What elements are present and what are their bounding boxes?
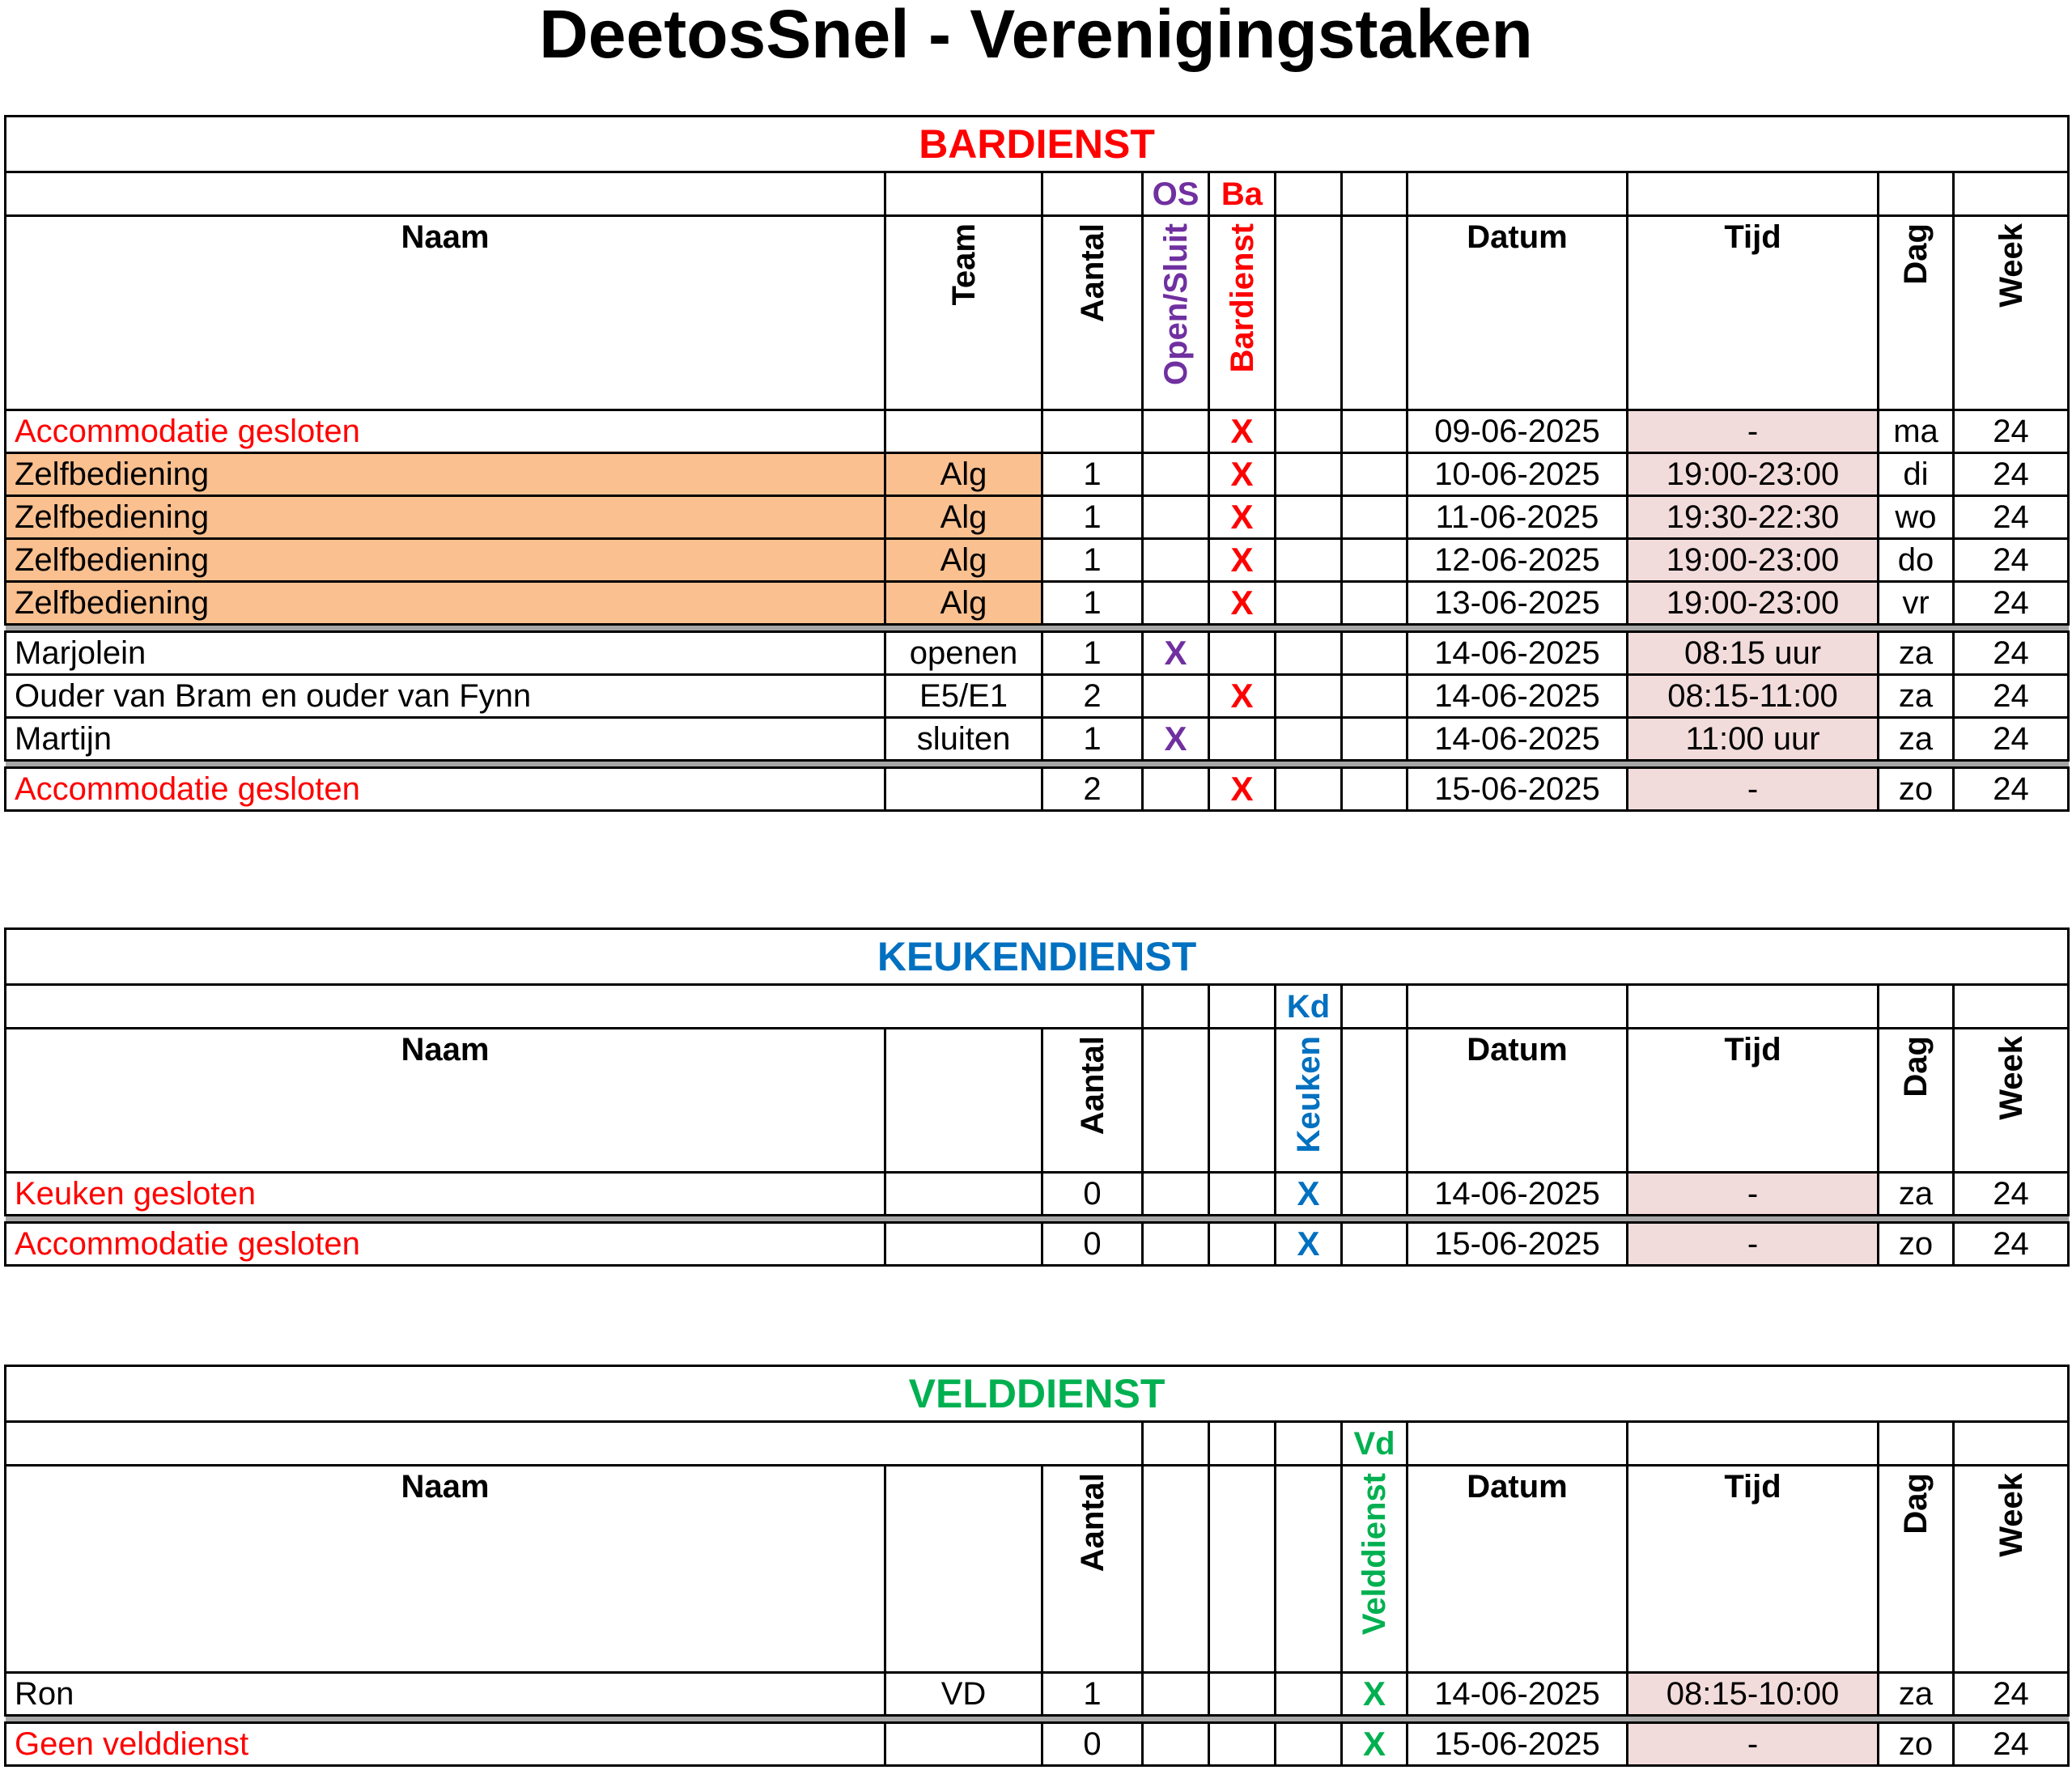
header-week: Week [1954, 1466, 2069, 1673]
header-aantal: Aantal [1042, 1029, 1143, 1173]
table-row: Accommodatie gesloten X 09-06-2025 - ma 24 [6, 410, 2069, 453]
header-naam: Naam [6, 1029, 885, 1173]
table-row: Martijn sluiten 1 X 14-06-2025 11:00 uur za 24 [6, 718, 2069, 761]
header-velddienst: Velddienst [1342, 1466, 1408, 1673]
header-datum: Datum [1408, 216, 1628, 410]
page-title: DeetosSnel - Verenigingstaken [539, 0, 1533, 72]
header-tijd: Tijd [1628, 216, 1879, 410]
header-aantal: Aantal [1042, 216, 1143, 410]
table-row: Accommodatie gesloten 0 X 15-06-2025 - zo 24 [6, 1223, 2069, 1266]
header-dag: Dag [1879, 1029, 1954, 1173]
velddienst-title: VELDDIENST [6, 1366, 2069, 1422]
header-week: Week [1954, 1029, 2069, 1173]
header-dag: Dag [1879, 216, 1954, 410]
velddienst-section [4, 1365, 2067, 1767]
keukendienst-section [4, 927, 2067, 1267]
row-naam: Zelfbediening [6, 453, 885, 496]
row-naam: Ron [6, 1673, 885, 1716]
table-row: Marjolein openen 1 X 14-06-2025 08:15 uur za 24 [6, 632, 2069, 675]
bardienst-title: BARDIENST [6, 117, 2069, 172]
header-tijd: Tijd [1628, 1466, 1879, 1673]
header-naam: Naam [6, 216, 885, 410]
header-week: Week [1954, 216, 2069, 410]
table-row: Zelfbediening Alg 1 X 11-06-2025 19:30-22:30 wo 24 [6, 496, 2069, 539]
row-naam: Zelfbediening [6, 582, 885, 625]
row-separator [6, 1216, 2069, 1223]
table-row: Keuken gesloten 0 X 14-06-2025 - za 24 [6, 1173, 2069, 1216]
row-naam: Geen velddienst [6, 1723, 885, 1766]
table-row: Ron VD 1 X 14-06-2025 08:15-10:00 za 24 [6, 1673, 2069, 1716]
row-naam: Accommodatie gesloten [6, 410, 885, 453]
table-row: Zelfbediening Alg 1 X 10-06-2025 19:00-23:00 di 24 [6, 453, 2069, 496]
row-naam: Keuken gesloten [6, 1173, 885, 1216]
kd-abbr: Kd [1276, 985, 1342, 1029]
header-aantal: Aantal [1042, 1466, 1143, 1673]
row-separator [6, 625, 2069, 632]
ba-abbr: Ba [1209, 172, 1276, 216]
row-naam: Marjolein [6, 632, 885, 675]
row-naam: Accommodatie gesloten [6, 1223, 885, 1266]
header-keuken: Keuken [1276, 1029, 1342, 1173]
os-abbr: OS [1143, 172, 1209, 216]
row-separator [6, 1716, 2069, 1723]
header-datum: Datum [1408, 1029, 1628, 1173]
row-naam: Martijn [6, 718, 885, 761]
row-separator [6, 761, 2069, 768]
table-row: Zelfbediening Alg 1 X 13-06-2025 19:00-23:00 vr 24 [6, 582, 2069, 625]
header-datum: Datum [1408, 1466, 1628, 1673]
table-row: Geen velddienst 0 X 15-06-2025 - zo 24 [6, 1723, 2069, 1766]
bardienst-table [4, 115, 2070, 812]
keukendienst-table [4, 927, 2070, 1267]
header-team: Team [885, 216, 1042, 410]
table-row: Accommodatie gesloten 2 X 15-06-2025 - zo 24 [6, 768, 2069, 811]
header-tijd: Tijd [1628, 1029, 1879, 1173]
vd-abbr: Vd [1342, 1422, 1408, 1466]
row-naam: Zelfbediening [6, 496, 885, 539]
table-row: Zelfbediening Alg 1 X 12-06-2025 19:00-23:00 do 24 [6, 539, 2069, 582]
row-naam: Zelfbediening [6, 539, 885, 582]
bardienst-section [4, 115, 2067, 812]
table-row: Ouder van Bram en ouder van Fynn E5/E1 2 X 14-06-2025 08:15-11:00 za 24 [6, 675, 2069, 718]
velddienst-table [4, 1365, 2070, 1767]
header-bardienst: Bardienst [1209, 216, 1276, 410]
header-open-sluit: Open/Sluit [1143, 216, 1209, 410]
row-naam: Accommodatie gesloten [6, 768, 885, 811]
header-dag: Dag [1879, 1466, 1954, 1673]
header-naam: Naam [6, 1466, 885, 1673]
keukendienst-title: KEUKENDIENST [6, 929, 2069, 985]
row-naam: Ouder van Bram en ouder van Fynn [6, 675, 885, 718]
